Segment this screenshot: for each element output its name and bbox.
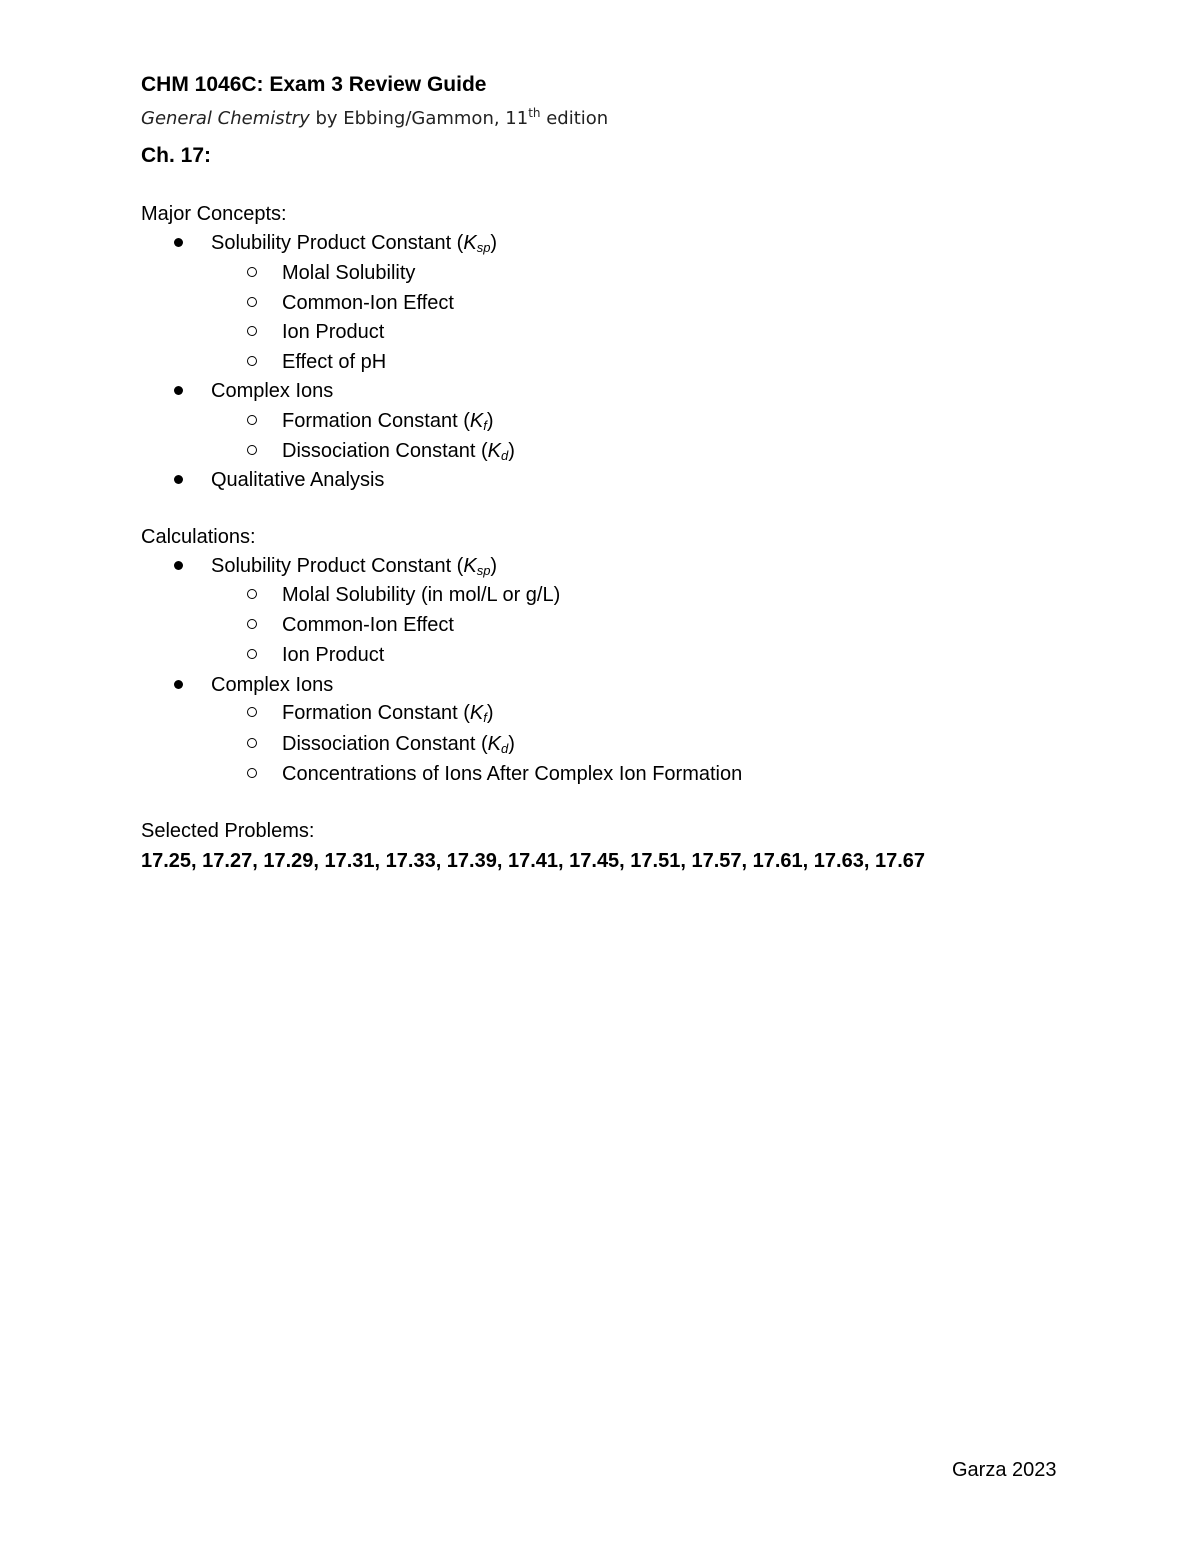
list-item: Complex Ions <box>174 378 333 404</box>
calculations-label: Calculations: <box>141 526 256 548</box>
sub-list-item: Ion Product <box>247 319 384 345</box>
sub-list-item: Molal Solubility <box>247 260 415 286</box>
edition-word: edition <box>540 108 609 129</box>
list-item: Qualitative Analysis <box>174 467 384 493</box>
hollow-bullet-icon <box>247 349 282 375</box>
sub-list-item: Formation Constant $(K_f)$ <box>247 700 494 731</box>
sub-list-item: Dissociation Constant $(K_d)$ <box>247 731 515 762</box>
sub-list-item: Molal Solubility (in mol/L or g/L) <box>247 582 560 608</box>
hollow-bullet-icon <box>247 408 282 434</box>
hollow-bullet-icon <box>247 642 282 668</box>
sub-list-item: Common-Ion Effect <box>247 290 454 316</box>
list-item: Complex Ions <box>174 672 333 698</box>
hollow-bullet-icon <box>247 260 282 286</box>
page-title: CHM 1046C: Exam 3 Review Guide <box>141 73 487 96</box>
hollow-bullet-icon <box>247 612 282 638</box>
sub-list-item: Common-Ion Effect <box>247 612 454 638</box>
major-concepts-label: Major Concepts: <box>141 203 287 225</box>
chapter-heading: Ch. 17: <box>141 144 212 167</box>
book-authors-edition: by Ebbing/Gammon, 11 <box>309 108 529 129</box>
sub-list-item: Effect of pH <box>247 349 386 375</box>
bullet-icon <box>174 378 211 404</box>
footer-text: Garza 2023 <box>952 1459 1057 1481</box>
edition-superscript: th <box>528 106 541 120</box>
list-item: Solubility Product Constant $(K_{sp})$ <box>174 230 497 261</box>
bullet-icon <box>174 230 211 256</box>
selected-problems-list: 17.25, 17.27, 17.29, 17.31, 17.33, 17.39, 17.41, 17.45, 17.51, 17.57, 17.61, 17.63, 17.67 <box>141 850 925 872</box>
textbook-reference <box>141 100 608 132</box>
hollow-bullet-icon <box>247 731 282 757</box>
bullet-icon <box>174 553 211 579</box>
sub-list-item: Dissociation Constant $(K_d)$ <box>247 438 515 469</box>
hollow-bullet-icon <box>247 438 282 464</box>
sub-list-item: Formation Constant $(K_f)$ <box>247 408 494 439</box>
bullet-icon <box>174 672 211 698</box>
hollow-bullet-icon <box>247 700 282 726</box>
hollow-bullet-icon <box>247 582 282 608</box>
sub-list-item: Concentrations of Ions After Complex Ion Formation <box>247 761 742 787</box>
list-item: Solubility Product Constant $(K_{sp})$ <box>174 553 497 584</box>
hollow-bullet-icon <box>247 319 282 345</box>
book-title: General Chemistry <box>141 108 310 129</box>
hollow-bullet-icon <box>247 290 282 316</box>
bullet-icon <box>174 467 211 493</box>
hollow-bullet-icon <box>247 761 282 787</box>
sub-list-item: Ion Product <box>247 642 384 668</box>
selected-problems-label: Selected Problems: <box>141 820 315 842</box>
